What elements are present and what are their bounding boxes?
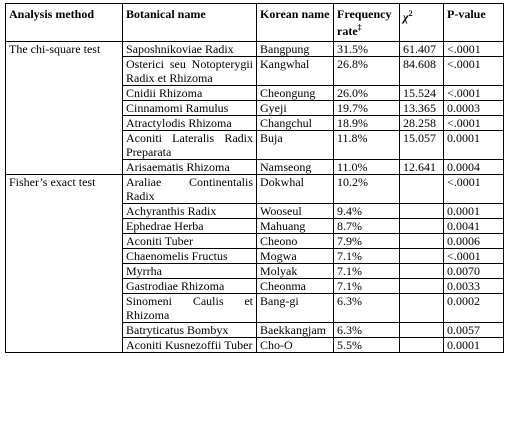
frequency-rate-cell: 26.8% [334,57,400,86]
frequency-rate-cell: 11.8% [334,131,400,160]
botanical-name-cell: Aconiti Lateralis Radix Preparata [123,131,257,160]
korean-name-cell: Cho-O [257,338,334,353]
p-value-cell: <.0001 [444,86,504,101]
table-row [6,234,504,249]
chi-square-cell [400,175,444,204]
chi-square-cell [400,234,444,249]
korean-name-cell: Gyeji [257,101,334,116]
korean-name-cell: Bangpung [257,42,334,57]
table-row [6,323,504,338]
botanical-name-cell: Araliae Continentalis Radix [123,175,257,204]
korean-name-cell: Mahuang [257,219,334,234]
table-row [6,204,504,219]
korean-name-cell: Buja [257,131,334,160]
korean-name-cell: Namseong [257,160,334,175]
p-value-cell: 0.0003 [444,101,504,116]
analysis-method-cell [6,86,123,101]
botanical-name-cell: Batryticatus Bombyx [123,323,257,338]
botanical-name-cell: Aconiti Tuber [123,234,257,249]
header-p-value: P-value [444,4,504,42]
chi-square-cell [400,279,444,294]
korean-name-cell: Changchul [257,116,334,131]
analysis-method-cell [6,131,123,160]
analysis-method-cell: Fisher’s exact test [6,175,123,204]
botanical-name-cell: Arisaematis Rhizoma [123,160,257,175]
table-row [6,294,504,323]
korean-name-cell: Baekkangjam [257,323,334,338]
frequency-rate-cell: 7.1% [334,264,400,279]
p-value-cell: 0.0041 [444,219,504,234]
botanical-name-cell: Sinomeni Caulis et Rhizoma [123,294,257,323]
analysis-method-cell [6,101,123,116]
p-value-cell: 0.0033 [444,279,504,294]
chi-square-cell: 28.258 [400,116,444,131]
p-value-cell: 0.0002 [444,294,504,323]
frequency-rate-cell: 7.9% [334,234,400,249]
chi-exponent: 2 [408,9,413,18]
p-value-cell: 0.0004 [444,160,504,175]
p-value-cell: <.0001 [444,57,504,86]
analysis-method-cell [6,323,123,338]
header-chi-square [400,4,444,42]
analysis-method-cell [6,204,123,219]
chi-square-cell: 15.057 [400,131,444,160]
table-row [6,116,504,131]
analysis-method-cell [6,294,123,323]
table-row [6,219,504,234]
analysis-method-cell [6,338,123,353]
table-row [6,160,504,175]
p-value-cell: 0.0057 [444,323,504,338]
chi-symbol: χ [403,10,409,24]
botanical-name-cell: Atractylodis Rhizoma [123,116,257,131]
frequency-rate-cell: 10.2% [334,175,400,204]
frequency-rate-cell: 31.5% [334,42,400,57]
table-row [6,338,504,353]
frequency-rate-cell: 11.0% [334,160,400,175]
chi-square-cell [400,294,444,323]
korean-name-cell: Mogwa [257,249,334,264]
header-analysis-method: Analysis method [6,4,123,42]
header-row [6,4,504,42]
table-row [6,101,504,116]
analysis-method-cell [6,234,123,249]
chi-square-cell [400,264,444,279]
frequency-label: Frequency rate [337,7,392,38]
botanical-name-cell: Gastrodiae Rhizoma [123,279,257,294]
p-value-cell: <.0001 [444,116,504,131]
chi-square-cell: 61.407 [400,42,444,57]
korean-name-cell: Cheonma [257,279,334,294]
korean-name-cell: Molyak [257,264,334,279]
frequency-rate-cell: 7.1% [334,279,400,294]
herb-frequency-table [5,3,504,353]
table-row [6,57,504,86]
chi-square-cell [400,323,444,338]
korean-name-cell: Bang-gi [257,294,334,323]
botanical-name-cell: Cnidii Rhizoma [123,86,257,101]
p-value-cell: <.0001 [444,249,504,264]
botanical-name-cell: Myrrha [123,264,257,279]
frequency-rate-cell: 26.0% [334,86,400,101]
p-value-cell: <.0001 [444,42,504,57]
chi-square-cell: 84.608 [400,57,444,86]
p-value-cell: 0.0001 [444,338,504,353]
chi-square-cell: 13.365 [400,101,444,116]
table-row [6,86,504,101]
chi-square-cell: 12.641 [400,160,444,175]
botanical-name-cell: Ephedrae Herba [123,219,257,234]
frequency-rate-cell: 19.7% [334,101,400,116]
frequency-rate-cell: 8.7% [334,219,400,234]
p-value-cell: 0.0070 [444,264,504,279]
analysis-method-cell [6,264,123,279]
p-value-cell: 0.0006 [444,234,504,249]
analysis-method-cell [6,219,123,234]
frequency-rate-cell: 18.9% [334,116,400,131]
p-value-cell: <.0001 [444,175,504,204]
table-row [6,279,504,294]
frequency-rate-cell: 6.3% [334,294,400,323]
table-row [6,264,504,279]
analysis-method-cell [6,279,123,294]
botanical-name-cell: Aconiti Kusnezoffii Tuber [123,338,257,353]
botanical-name-cell: Osterici seu Notopterygii Radix et Rhizoma [123,57,257,86]
analysis-method-cell [6,57,123,86]
chi-square-cell [400,219,444,234]
analysis-method-cell [6,116,123,131]
table-row [6,131,504,160]
botanical-name-cell: Chaenomelis Fructus [123,249,257,264]
header-frequency-rate [334,4,400,42]
p-value-cell: 0.0001 [444,131,504,160]
analysis-method-cell: The chi-square test [6,42,123,57]
frequency-rate-cell: 7.1% [334,249,400,264]
korean-name-cell: Cheongung [257,86,334,101]
korean-name-cell: Kangwhal [257,57,334,86]
frequency-rate-cell: 9.4% [334,204,400,219]
header-botanical-name: Botanical name [123,4,257,42]
korean-name-cell: Wooseul [257,204,334,219]
table-row [6,175,504,204]
chi-square-cell [400,249,444,264]
analysis-method-cell [6,249,123,264]
frequency-footnote-mark: ‡ [357,23,362,32]
table-row [6,249,504,264]
korean-name-cell: Dokwhal [257,175,334,204]
p-value-cell: 0.0001 [444,204,504,219]
frequency-rate-cell: 6.3% [334,323,400,338]
chi-square-cell: 15.524 [400,86,444,101]
botanical-name-cell: Cinnamomi Ramulus [123,101,257,116]
table-row [6,42,504,57]
chi-square-cell [400,204,444,219]
botanical-name-cell: Saposhnikoviae Radix [123,42,257,57]
frequency-rate-cell: 5.5% [334,338,400,353]
chi-square-cell [400,338,444,353]
analysis-method-cell [6,160,123,175]
botanical-name-cell: Achyranthis Radix [123,204,257,219]
korean-name-cell: Cheono [257,234,334,249]
header-korean-name: Korean name [257,4,334,42]
